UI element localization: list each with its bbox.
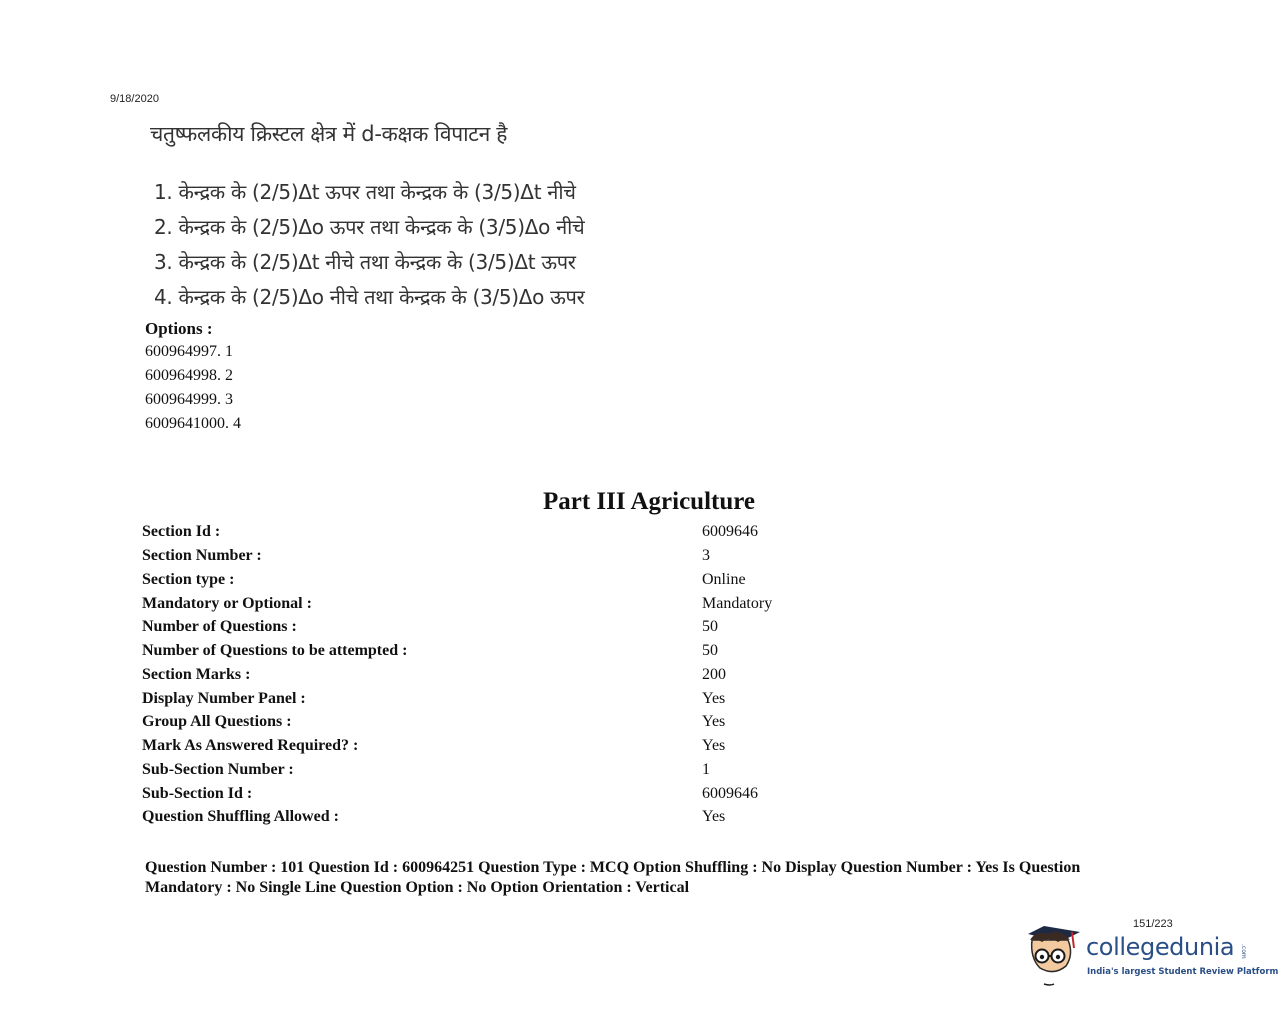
section-row-label: Sub-Section Number :: [142, 761, 294, 778]
section-row-label: Display Number Panel :: [142, 690, 306, 707]
section-row-label: Sub-Section Id :: [142, 785, 253, 802]
section-row-label: Mandatory or Optional :: [142, 595, 312, 612]
section-row-value: 200: [702, 666, 726, 683]
options-label: Options :: [145, 319, 213, 338]
section-row-label: Section Marks :: [142, 666, 251, 683]
question-meta: Question Number : 101 Question Id : 600964251 Question Type : MCQ Option Shuffling : No Display Question Number : Yes Is Question Mandatory : No Single Line Question Option : No Option Orientation : Vertical: [145, 859, 1081, 896]
section-row-value: Yes: [702, 713, 726, 730]
section-row-value: 6009646: [702, 523, 758, 540]
section-title: Part III Agriculture: [542, 488, 755, 515]
section-row-label: Question Shuffling Allowed :: [142, 808, 339, 825]
section-row-value: 6009646: [702, 785, 758, 802]
section-row-label: Number of Questions :: [142, 618, 297, 635]
hindi-option-2: 2. केन्द्रक के (2/5)Δo ऊपर तथा केन्द्रक के (3/5)Δo नीचे: [154, 215, 585, 239]
section-row-label: Section Number :: [142, 547, 262, 564]
page-number: 151/223: [1133, 918, 1173, 930]
section-row-label: Section type :: [142, 571, 235, 588]
section-row-value: Yes: [702, 808, 726, 825]
section-row-label: Group All Questions :: [142, 713, 292, 730]
section-row-value: 1: [702, 761, 710, 778]
section-row-value: Online: [702, 571, 746, 588]
section-row-value: Mandatory: [702, 595, 773, 612]
logo-suffix: .com: [1240, 944, 1247, 959]
section-row-label: Section Id :: [142, 523, 221, 540]
section-row-label: Number of Questions to be attempted :: [142, 642, 408, 659]
option-id-1: 600964997. 1: [145, 343, 233, 360]
section-row-value: 50: [702, 618, 718, 635]
question-stem-hindi: चतुष्फलकीय क्रिस्टल क्षेत्र में d-कक्षक विपाटन है: [150, 122, 508, 146]
option-id-3: 600964999. 3: [145, 391, 233, 408]
hindi-option-3: 3. केन्द्रक के (2/5)Δt नीचे तथा केन्द्रक के (3/5)Δt ऊपर: [154, 250, 576, 274]
hindi-option-4: 4. केन्द्रक के (2/5)Δo नीचे तथा केन्द्रक के (3/5)Δo ऊपर: [154, 285, 585, 309]
option-id-4: 6009641000. 4: [145, 415, 241, 432]
hindi-option-1: 1. केन्द्रक के (2/5)Δt ऊपर तथा केन्द्रक के (3/5)Δt नीचे: [154, 180, 576, 204]
section-row-value: 3: [702, 547, 710, 564]
section-row-value: Yes: [702, 737, 726, 754]
section-row-value: Yes: [702, 690, 726, 707]
print-date: 9/18/2020: [110, 93, 159, 105]
section-row-label: Mark As Answered Required? :: [142, 737, 359, 754]
logo-wordmark: collegedunia: [1086, 933, 1235, 961]
option-id-2: 600964998. 2: [145, 367, 233, 384]
section-row-value: 50: [702, 642, 718, 659]
logo-tagline: India's largest Student Review Platform: [1087, 967, 1279, 977]
